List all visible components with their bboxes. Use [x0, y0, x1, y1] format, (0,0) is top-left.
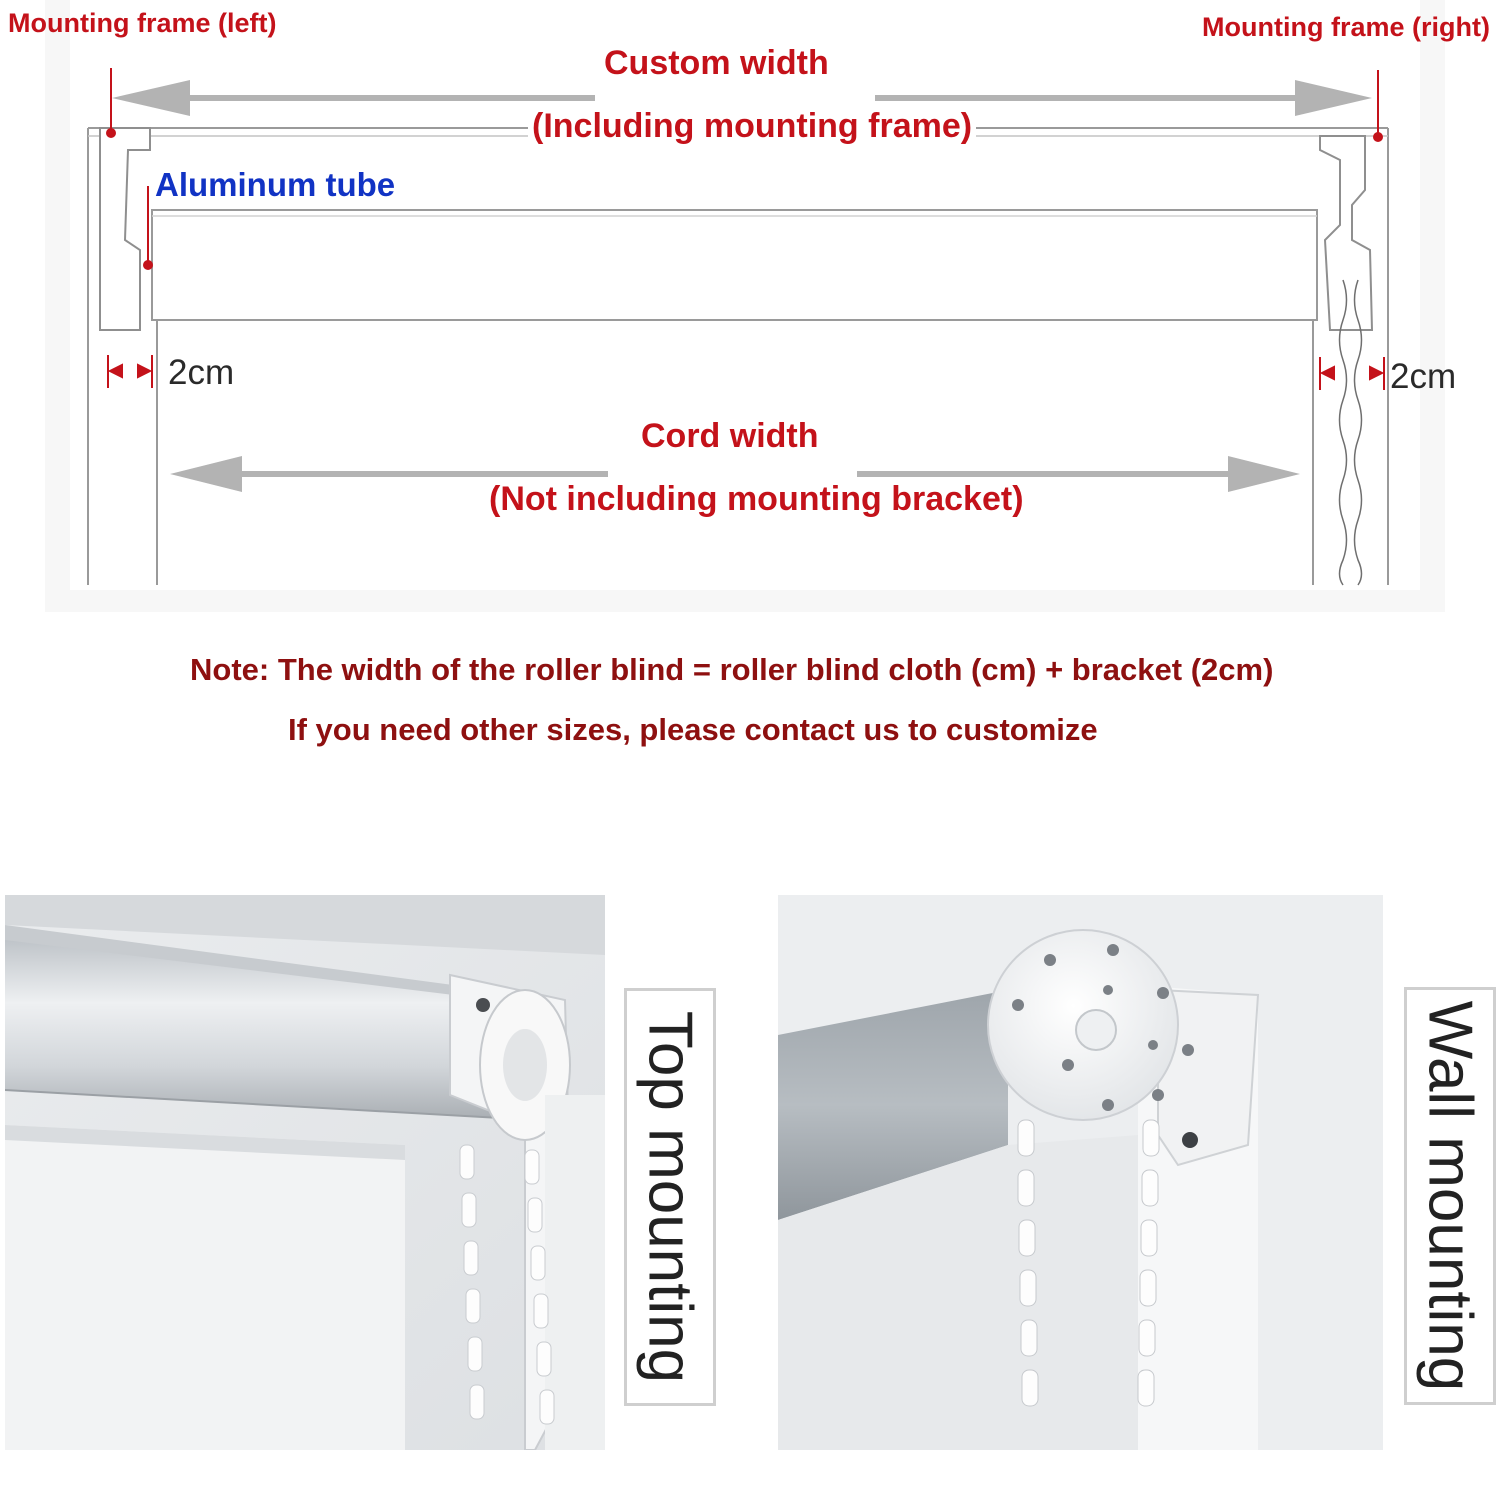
note-line-2: If you need other sizes, please contact us to customize: [288, 712, 1098, 747]
roller-blind-width-diagram: [0, 0, 1500, 640]
cord-width-label: Cord width: [641, 417, 819, 455]
custom-width-label: Custom width: [604, 44, 829, 82]
aluminum-tube-label: Aluminum tube: [155, 166, 396, 203]
right-gap-label: 2cm: [1390, 357, 1457, 396]
wall-mounting-label: Wall mounting: [1415, 1000, 1485, 1392]
aluminum-tube-shape: [152, 210, 1317, 320]
mount-right-label: Mounting frame (right): [1202, 12, 1490, 42]
mount-left-label: Mounting frame (left): [8, 8, 277, 38]
wall-mounting-label-box: [1404, 987, 1496, 1405]
left-gap-label: 2cm: [168, 353, 235, 392]
top-mounting-label: Top mounting: [635, 1010, 705, 1384]
note-line-1: Note: The width of the roller blind = roller blind cloth (cm) + bracket (2cm): [190, 652, 1274, 687]
top-mounting-photo: [5, 895, 605, 1450]
wall-mounting-photo: [778, 895, 1383, 1450]
cord-width-sub: (Not including mounting bracket): [489, 480, 1024, 518]
custom-width-sub: (Including mounting frame): [528, 107, 976, 146]
top-mounting-label-box: [624, 988, 716, 1406]
